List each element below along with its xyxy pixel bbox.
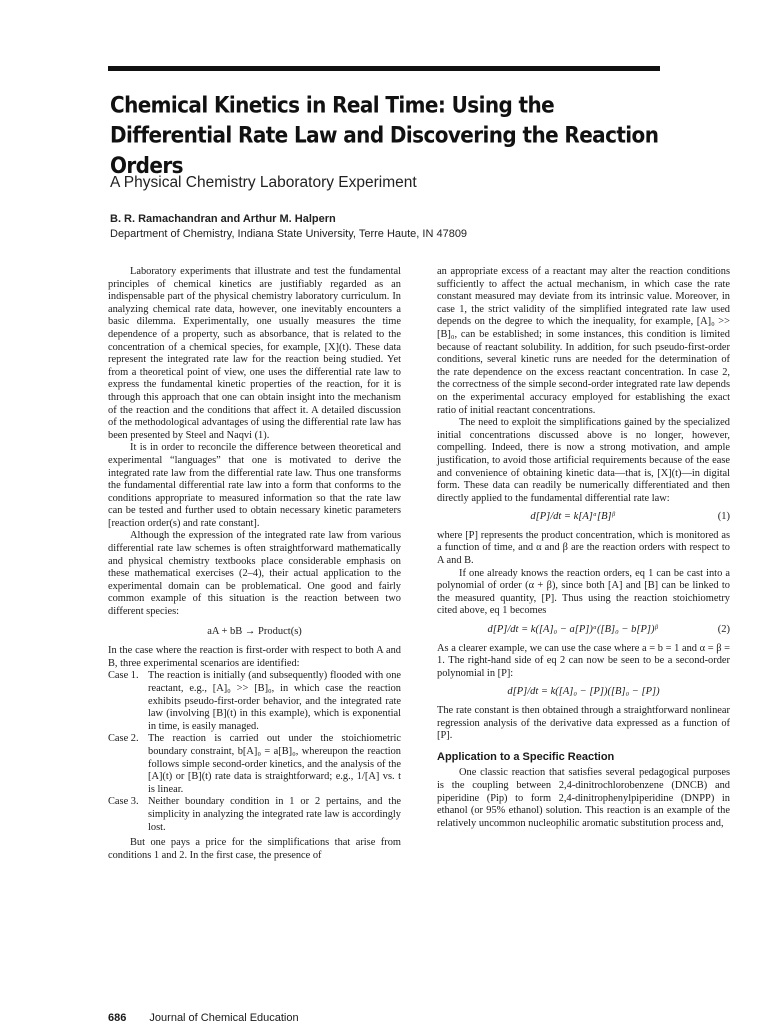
case-item	[108, 796, 401, 834]
case-text: Neither boundary condition in 1 or 2 pertains, and the simplicity in analyzing the integrated rate law is accordingly lost.	[148, 796, 401, 833]
author-affiliation: Department of Chemistry, Indiana State University, Terre Haute, IN 47809	[110, 228, 468, 240]
equation-number: (1)	[717, 511, 730, 523]
article-authors: B. R. Ramachandran and Arthur M. Halpern	[110, 213, 336, 225]
case-item	[108, 733, 401, 796]
paragraph: As a clearer example, we can use the case where a = b = 1 and α = β = 1. The right-hand side of eq 2 can now be seen to be a second-order polynomial in [P]:	[437, 642, 730, 679]
page-footer	[108, 1012, 299, 1024]
equation-body: d[P]/dt = k[A]ᵅ[B]ᵝ	[530, 511, 615, 523]
paragraph: The need to exploit the simplifications gained by the specialized initial concentrations discussed above is no longer, however, compelling. Indeed, there is now a strong motivation, and ample justification, to avoid those artificial requirements because of the ease and convenience of obtaining kinetic data—that is, [X](t)—in digital form. These data can readily be numerically differentiated and then directly applied to the fundamental differential rate law:	[437, 417, 730, 504]
section-heading: Application to a Specific Reaction	[437, 750, 615, 763]
equation-body: d[P]/dt = k([A]₀ − a[P])ᵅ([B]₀ − b[P])ᵝ	[487, 624, 658, 636]
paragraph: an appropriate excess of a reactant may alter the reaction conditions sufficiently to affect the actual mechanism, in which case the rate constant measured may deviate from its intrinsic value. Moreover, in case 1, the strict validity of the simplified integrated rate law used depends on the degree to which the inequality, for example, [A]₀ >> [B]₀, can be established; in some instances, this condition is limited because of reactant solubility. In addition, for such pseudo-first-order conditions, several kinetic runs are needed for the determination of the rate dependence on the excess reactant concentration. In case 2, the correctness of the simple second-order integrated rate law depends on the experimental accuracy employed for establishing the exact ratio of initial reactant concentrations.	[437, 266, 730, 416]
case-label: Case 3.	[108, 796, 139, 808]
paragraph: The rate constant is then obtained through a straightforward nonlinear regression analysis of the derivative data expressed as a function of [P].	[437, 705, 730, 742]
case-item	[108, 670, 401, 733]
paragraph: where [P] represents the product concentration, which is monitored as a function of time, and α and β are the reaction orders with respect to A and B.	[437, 529, 730, 567]
case-text: The reaction is initially (and subsequently) flooded with one reactant, e.g., [A]₀ >> [B]₀, in which case the reaction exhibits pseudo-first-order behavior, and the integrated rate law (involving [B](t) in this example), which is exponential in time, is easily managed.	[148, 670, 401, 732]
article-subtitle: A Physical Chemistry Laboratory Experiment	[110, 174, 417, 191]
paragraph: Laboratory experiments that illustrate and test the fundamental principles of chemical kinetics are justifiably regarded as an indispensable part of the physical chemistry laboratory curriculum. In analyzing chemical rate data, however, one inevitably encounters a basic dilemma. Experimentally, one usually measures the time dependence of a property, such as absorbance, that is related to the concentration of a chemical species, for example, [X](t). These data represent the integrated rate law for the reaction being studied. Yet from a theoretical point of view, one uses the differential rate law to express the fundamental kinetic properties of the reaction, for it is through this approach that one can obtain insight into the mechanism of the reaction and the conditions that affect it. A detailed discussion of the methodological advantages of using the differential rate law has been presented by Steel and Naqvi (1).	[108, 266, 401, 441]
paragraph: In the case where the reaction is first-order with respect to both A and B, three experimental scenarios are identified:	[108, 645, 401, 669]
equation-2	[437, 624, 730, 637]
case-text: The reaction is carried out under the stoichiometric boundary constraint, b[A]₀ = a[B]₀, whereupon the reaction follows simple second-order kinetics, and the analysis of the [A](t) or [B](t) rate data is straightforward; e.g., 1/[A] vs. t is linear.	[148, 733, 401, 795]
case-label: Case 2.	[108, 733, 139, 745]
right-column	[437, 266, 730, 830]
paragraph: Although the expression of the integrated rate law from various differential rate law schemes is often straightforward mathematically and physical chemistry textbooks place considerable emphasis on these mathematical exercises (2–4), their actual application to the experimental domain can be problematical. One good and fairly common example of this situation is the reaction between two different species:	[108, 530, 401, 618]
header-rule	[108, 66, 660, 71]
journal-name: Journal of Chemical Education	[149, 1012, 299, 1024]
equation-1	[437, 511, 730, 524]
page-number: 686	[108, 1012, 127, 1024]
case-label: Case 1.	[108, 670, 139, 682]
left-column	[108, 266, 401, 862]
paragraph: One classic reaction that satisfies several pedagogical purposes is the coupling between 2,4-dinitrochlorobenzene (DNCB) and piperidine (Pip) to form 2,4-dinitrophenylpiperidine (DNPP) in ethanol (or 95% ethanol) solution. This reaction is an example of the relatively uncommon nucleophilic aromatic substitution process and,	[437, 767, 730, 829]
equation-3	[437, 686, 730, 699]
equation-body: d[P]/dt = k([A]₀ − [P])([B]₀ − [P])	[507, 686, 660, 698]
article-title: Chemical Kinetics in Real Time: Using the Differential Rate Law and Discovering the Reaction Orders	[110, 91, 659, 179]
reaction-equation: aA + bB → Product(s)	[207, 625, 302, 637]
paragraph: It is in order to reconcile the difference between theoretical and experimental “languages” that one is motivated to derive the integrated rate law from the differential rate law. Thus one transforms the fundamental differential rate law into a form that conforms to the conditions appropriate to measured information so that the rate law can be tested and further used to obtain necessary kinetic parameters [reaction order(s) and rate constant].	[108, 442, 401, 529]
paragraph: If one already knows the reaction orders, eq 1 can be cast into a polynomial of order (α + β), since both [A] and [B] can be linked to the measured quantity, [P]. Thus using the reaction stoichiometry cited above, eq 1 becomes	[437, 567, 730, 617]
equation-number: (2)	[717, 624, 730, 636]
paragraph: But one pays a price for the simplifications that arise from conditions 1 and 2. In the first case, the presence of	[108, 837, 401, 861]
